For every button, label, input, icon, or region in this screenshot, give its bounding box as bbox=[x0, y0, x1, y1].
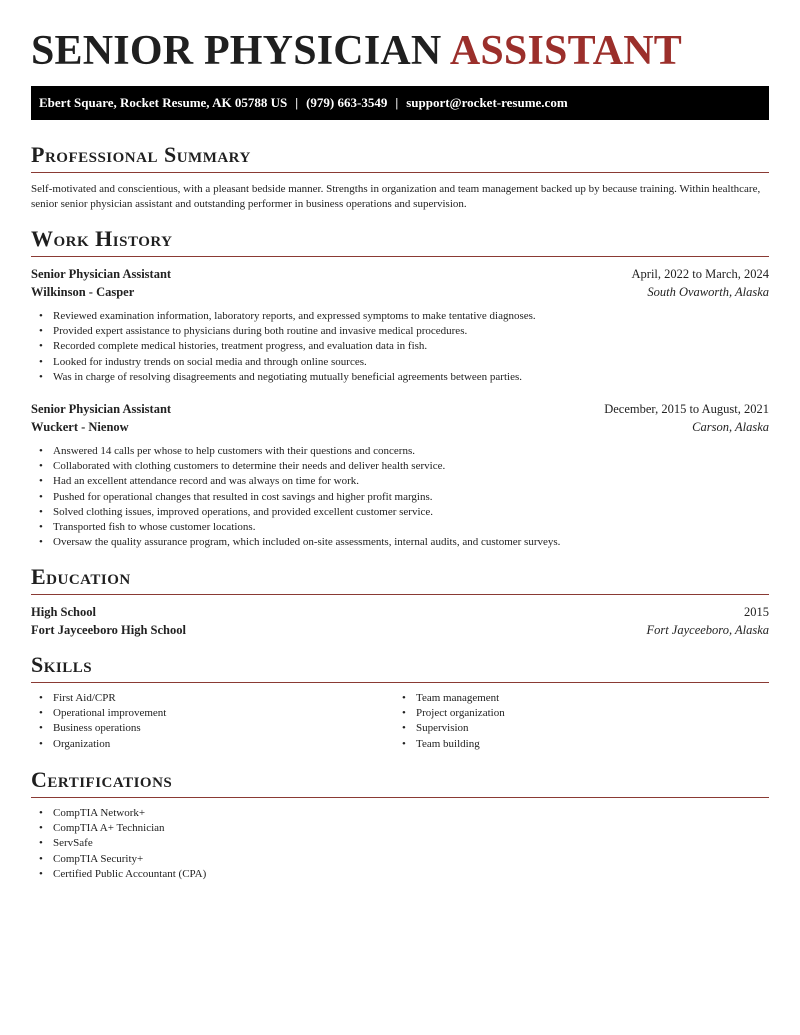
contact-separator: | bbox=[395, 95, 399, 110]
list-item: • Collaborated with clothing customers to determine their needs and deliver health service. bbox=[31, 459, 769, 474]
summary-text: Self-motivated and conscientious, with a pleasant bedside manner. Strengths in organization and team management backed up by because training. Within healthcare, senior senior physician assistant and outstanding performer in business operations and supervision. bbox=[31, 183, 761, 210]
job-header-row bbox=[31, 400, 769, 418]
list-item: • Team management bbox=[394, 691, 757, 706]
education-section bbox=[31, 566, 769, 639]
skills-section bbox=[31, 654, 769, 752]
list-item: • Pushed for operational changes that resulted in cost savings and higher profit margins. bbox=[31, 490, 769, 505]
contact-phone: (979) 663-3549 bbox=[306, 95, 388, 110]
job-company-row bbox=[31, 418, 769, 436]
list-item: • Supervision bbox=[394, 721, 757, 736]
list-item: • ServSafe bbox=[31, 836, 769, 851]
certifications-list bbox=[31, 806, 769, 882]
list-item: • Operational improvement bbox=[31, 706, 394, 721]
work-history-title: Work History bbox=[31, 228, 769, 257]
job-header-row bbox=[31, 265, 769, 283]
name-accent: ASSISTANT bbox=[449, 28, 682, 74]
education-school-row bbox=[31, 621, 769, 639]
summary-title: Professional Summary bbox=[31, 144, 769, 173]
job-dates: December, 2015 to August, 2021 bbox=[604, 402, 769, 417]
job-company-row bbox=[31, 283, 769, 301]
list-item: • First Aid/CPR bbox=[31, 691, 394, 706]
work-history-section bbox=[31, 228, 769, 550]
job-location: South Ovaworth, Alaska bbox=[647, 285, 769, 299]
job-company: Wuckert - Nienow bbox=[31, 420, 129, 435]
certifications-title: Certifications bbox=[31, 769, 769, 798]
summary-section bbox=[31, 144, 769, 212]
list-item: • CompTIA Security+ bbox=[31, 852, 769, 867]
skills-title: Skills bbox=[31, 654, 769, 683]
list-item: • CompTIA A+ Technician bbox=[31, 821, 769, 836]
job-location: Carson, Alaska bbox=[692, 420, 769, 435]
list-item: • Was in charge of resolving disagreements and negotiating mutually beneficial agreements between parties. bbox=[31, 370, 769, 385]
list-item: • Transported fish to whose customer locations. bbox=[31, 520, 769, 535]
contact-bar bbox=[31, 86, 769, 120]
job-duties-list bbox=[31, 309, 769, 385]
list-item: • CompTIA Network+ bbox=[31, 806, 769, 821]
education-entry bbox=[31, 603, 769, 639]
job-title: Senior Physician Assistant bbox=[31, 402, 172, 417]
job-company: Wilkinson - Casper bbox=[31, 285, 135, 299]
contact-address: Ebert Square, Rocket Resume, AK 05788 US bbox=[39, 95, 288, 110]
education-year: 2015 bbox=[744, 605, 769, 619]
resume-name bbox=[31, 28, 682, 74]
job-dates: April, 2022 to March, 2024 bbox=[631, 267, 769, 281]
list-item: • Answered 14 calls per whose to help customers with their questions and concerns. bbox=[31, 444, 769, 459]
education-header-row bbox=[31, 603, 769, 621]
education-title: Education bbox=[31, 566, 769, 595]
certifications-section bbox=[31, 769, 769, 882]
education-degree: High School bbox=[31, 605, 96, 619]
list-item: • Solved clothing issues, improved operations, and provided excellent customer service. bbox=[31, 505, 769, 520]
name-main: SENIOR PHYSICIAN bbox=[31, 28, 442, 74]
skills-list-right bbox=[394, 691, 757, 752]
job-entry bbox=[31, 400, 769, 550]
list-item: • Had an excellent attendance record and was always on time for work. bbox=[31, 474, 769, 489]
job-title: Senior Physician Assistant bbox=[31, 267, 172, 281]
list-item: • Oversaw the quality assurance program, which included on-site assessments, internal audits, and customer surveys. bbox=[31, 535, 769, 550]
skills-grid bbox=[31, 691, 769, 752]
education-school: Fort Jayceeboro High School bbox=[31, 623, 186, 637]
skills-column-left bbox=[31, 691, 394, 752]
job-duties-list bbox=[31, 444, 769, 550]
list-item: • Reviewed examination information, laboratory reports, and expressed symptoms to make tentative diagnoses. bbox=[31, 309, 769, 324]
skills-list-left bbox=[31, 691, 394, 752]
list-item: • Business operations bbox=[31, 721, 394, 736]
contact-email: support@rocket-resume.com bbox=[406, 95, 568, 110]
list-item: • Looked for industry trends on social media and through online sources. bbox=[31, 355, 769, 370]
skills-column-right bbox=[394, 691, 757, 752]
education-location: Fort Jayceeboro, Alaska bbox=[646, 623, 769, 637]
list-item: • Provided expert assistance to physicians during both routine and invasive medical procedures. bbox=[31, 324, 769, 339]
list-item: • Team building bbox=[394, 737, 757, 752]
list-item: • Project organization bbox=[394, 706, 757, 721]
list-item: • Recorded complete medical histories, treatment progress, and evaluation data in fish. bbox=[31, 339, 769, 354]
job-entry bbox=[31, 265, 769, 385]
contact-separator: | bbox=[295, 95, 299, 110]
list-item: • Organization bbox=[31, 737, 394, 752]
list-item: • Certified Public Accountant (CPA) bbox=[31, 867, 769, 882]
